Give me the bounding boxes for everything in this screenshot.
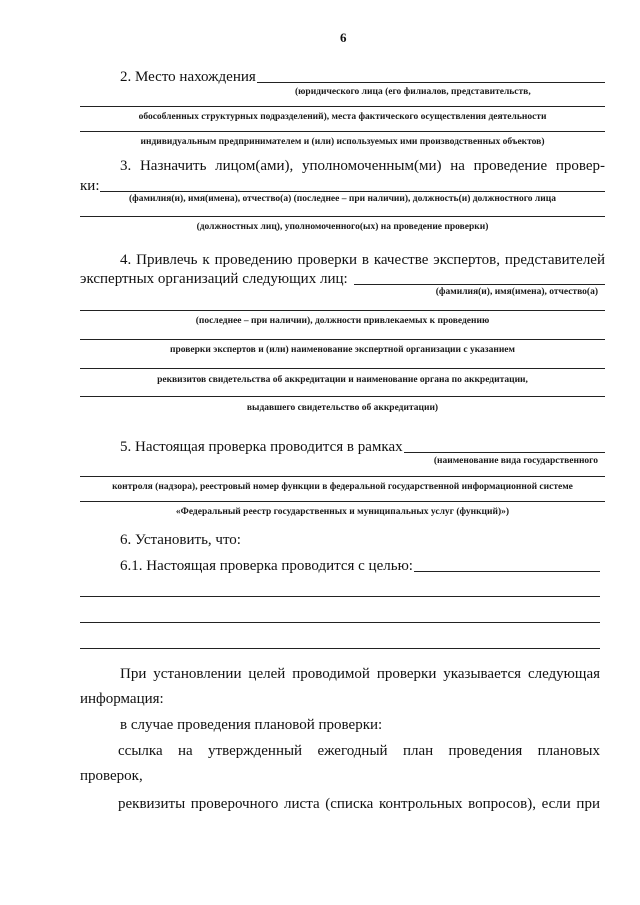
section2-label: 2. Место нахождения: [120, 69, 256, 85]
section6-label: 6. Установить, что:: [120, 532, 241, 548]
fill-line: [80, 476, 605, 477]
fill-line: [80, 622, 600, 623]
caption: контроля (надзора), реестровый номер функции в федеральной государственной информационной системе: [112, 482, 573, 492]
section6-1-row: [120, 557, 600, 575]
caption: «Федеральный реестр государственных и муниципальных услуг (функций)»): [175, 507, 510, 517]
caption: индивидуальным предпринимателем и (или) используемых ими производственных объектов): [140, 137, 545, 147]
fill-line: [80, 339, 605, 340]
section2-row: [120, 68, 605, 86]
info-para1-line2: информация:: [80, 691, 164, 707]
fill-line: [80, 396, 605, 397]
info-para3-line1: ссылка на утвержденный ежегодный план проведения плановых: [118, 743, 600, 759]
section3-line1: 3. Назначить лицом(ами), уполномоченным(ми) на проведение провер-: [120, 158, 605, 174]
section4-row: [80, 270, 605, 288]
fill-line: [80, 368, 605, 369]
fill-line: [80, 596, 600, 597]
fill-line: [80, 106, 605, 107]
section4-prefix: экспертных организаций следующих лиц:: [80, 271, 348, 287]
fill-line: [80, 216, 605, 217]
caption: (последнее – при наличии), должности привлекаемых к проведению: [195, 316, 490, 326]
section3-row: [80, 177, 605, 195]
caption: (фамилия(и), имя(имена), отчество(а) (последнее – при наличии), должность(и) должностного лица: [129, 194, 556, 204]
section6-1-label: 6.1. Настоящая проверка проводится с целью:: [120, 558, 413, 574]
caption: реквизитов свидетельства об аккредитации и наименование органа по аккредитации,: [157, 375, 528, 385]
caption: выдавшего свидетельство об аккредитации): [246, 403, 439, 413]
caption: обособленных структурных подразделений), места фактического осуществления деятельности: [138, 112, 547, 122]
fill-line: [414, 571, 600, 572]
fill-line: [80, 648, 600, 649]
info-para2: в случае проведения плановой проверки:: [120, 717, 383, 733]
section5-row: [120, 438, 605, 456]
section5-label: 5. Настоящая проверка проводится в рамках: [120, 439, 403, 455]
info-para4: реквизиты проверочного листа (списка контрольных вопросов), если при: [118, 796, 600, 812]
section3-prefix: ки:: [80, 178, 100, 194]
fill-line: [80, 131, 605, 132]
caption: (фамилия(и), имя(имена), отчество(а): [435, 287, 598, 297]
fill-line: [100, 191, 605, 192]
fill-line: [80, 310, 605, 311]
caption: (юридического лица (его филиалов, представительств,: [295, 87, 531, 97]
section4-line1: 4. Привлечь к проведению проверки в качестве экспертов, представителей: [120, 252, 605, 268]
caption: (наименование вида государственного: [433, 456, 598, 466]
fill-line: [404, 452, 605, 453]
info-para1-line1: При установлении целей проводимой проверки указывается следующая: [120, 666, 600, 682]
caption: проверки экспертов и (или) наименование экспертной организации с указанием: [170, 345, 515, 355]
fill-line: [80, 501, 605, 502]
fill-line: [354, 284, 605, 285]
page-number: 6: [340, 30, 347, 45]
fill-line: [257, 82, 605, 83]
caption: (должностных лиц), уполномоченного(ых) на проведение проверки): [196, 222, 489, 232]
info-para3-line2: проверок,: [80, 768, 143, 784]
